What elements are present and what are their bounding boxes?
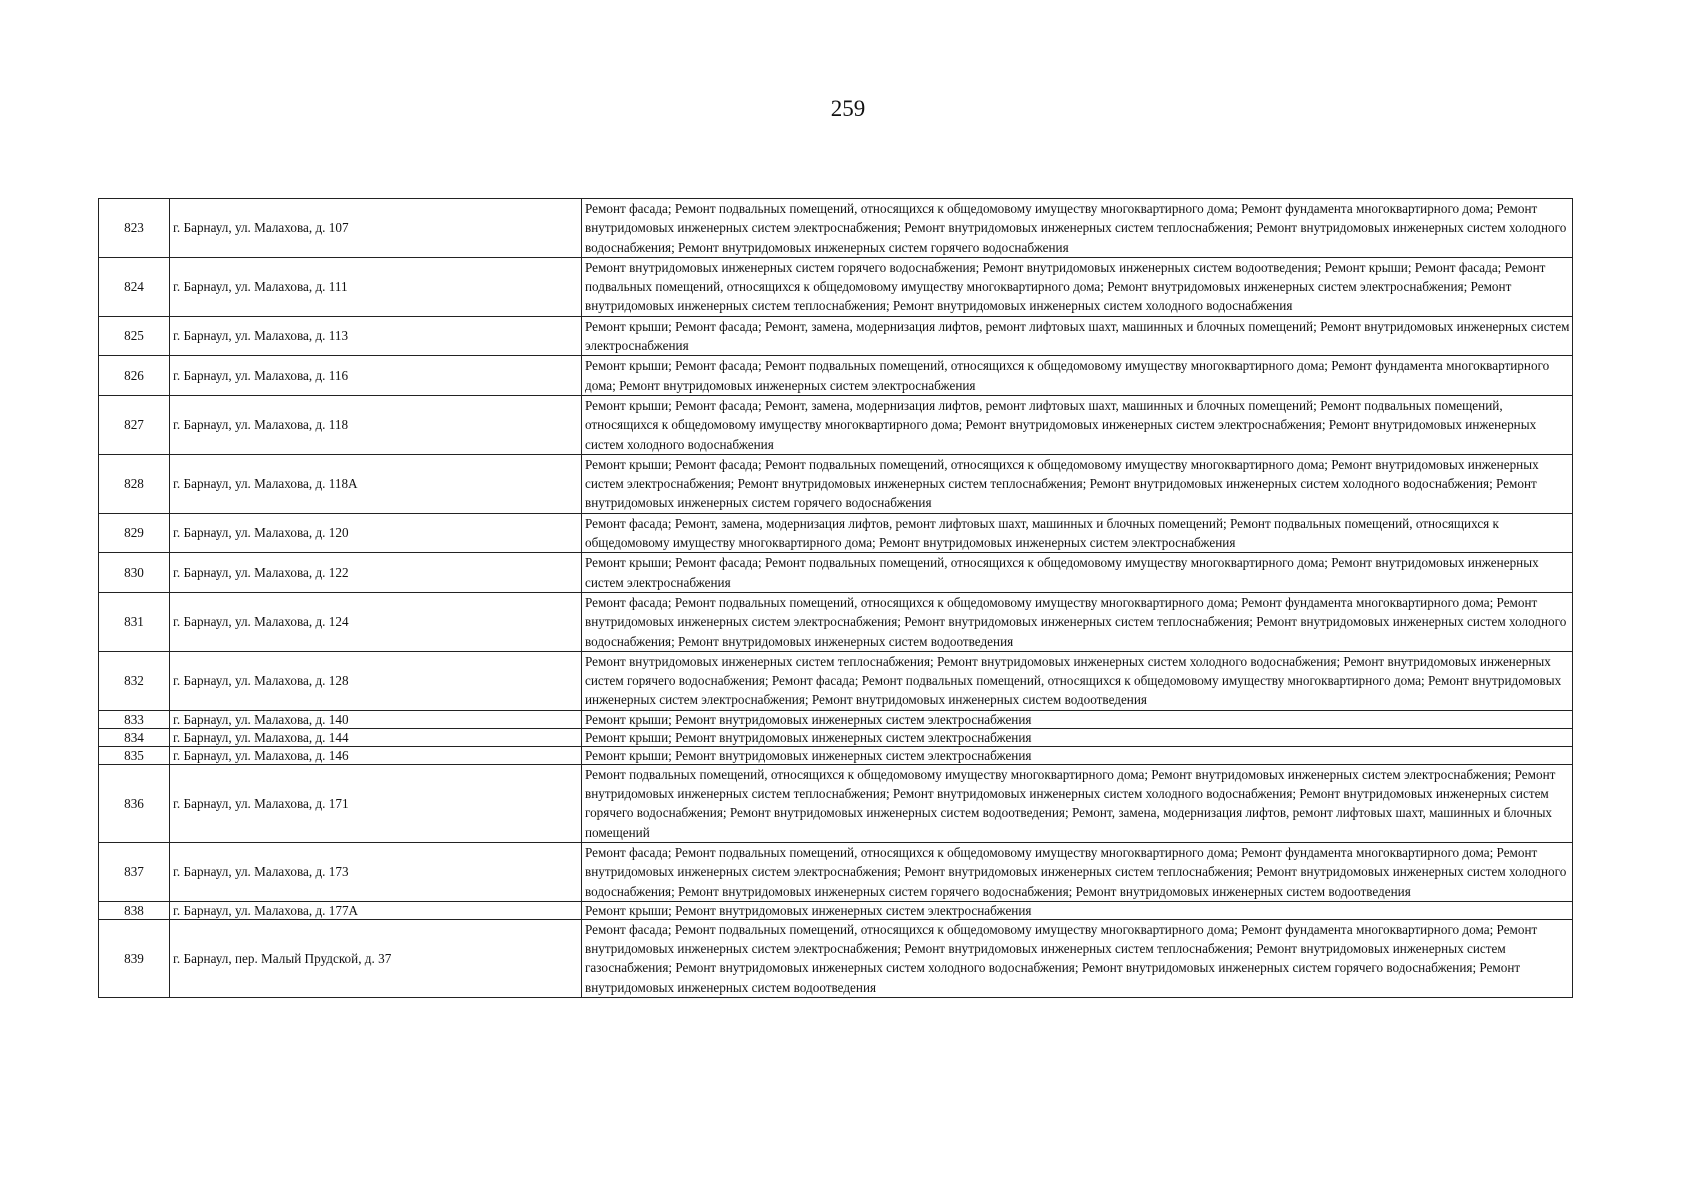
row-works: Ремонт фасада; Ремонт подвальных помещений, относящихся к общедомовому имуществу многоквартирного дома; Ремонт фундамента многоквартирного дома; Ремонт внутридомовых инженерных систем электроснабжения; Ремонт внутридомовых инженерных систем теплоснабжения; Ремонт внутридомовых инженерных систем холодного водоснабжения; Ремонт внутридомовых инженерных систем горячего водоснабжения — [582, 199, 1573, 258]
table-row — [99, 356, 1573, 396]
row-number: 838 — [99, 901, 170, 919]
repair-register-table — [98, 198, 1573, 998]
table-row — [99, 199, 1573, 258]
row-address: г. Барнаул, ул. Малахова, д. 122 — [170, 553, 582, 593]
row-address: г. Барнаул, ул. Малахова, д. 120 — [170, 513, 582, 553]
table-row — [99, 257, 1573, 316]
table-row — [99, 592, 1573, 651]
row-works: Ремонт крыши; Ремонт внутридомовых инженерных систем электроснабжения — [582, 728, 1573, 746]
row-address: г. Барнаул, ул. Малахова, д. 118А — [170, 454, 582, 513]
row-number: 823 — [99, 199, 170, 258]
table-row — [99, 395, 1573, 454]
row-number: 835 — [99, 746, 170, 764]
row-address: г. Барнаул, ул. Малахова, д. 146 — [170, 746, 582, 764]
table-body — [99, 199, 1573, 998]
row-address: г. Барнаул, ул. Малахова, д. 107 — [170, 199, 582, 258]
row-address: г. Барнаул, ул. Малахова, д. 124 — [170, 592, 582, 651]
table-row — [99, 710, 1573, 728]
row-address: г. Барнаул, ул. Малахова, д. 113 — [170, 316, 582, 356]
row-works: Ремонт фасада; Ремонт подвальных помещений, относящихся к общедомовому имуществу многоквартирного дома; Ремонт фундамента многоквартирного дома; Ремонт внутридомовых инженерных систем электроснабжения; Ремонт внутридомовых инженерных систем теплоснабжения; Ремонт внутридомовых инженерных систем холодного водоснабжения; Ремонт внутридомовых инженерных систем водоотведения — [582, 592, 1573, 651]
row-number: 832 — [99, 651, 170, 710]
row-number: 827 — [99, 395, 170, 454]
row-number: 837 — [99, 842, 170, 901]
row-number: 839 — [99, 919, 170, 997]
row-address: г. Барнаул, ул. Малахова, д. 140 — [170, 710, 582, 728]
row-works: Ремонт крыши; Ремонт фасада; Ремонт, замена, модернизация лифтов, ремонт лифтовых шахт, машинных и блочных помещений; Ремонт подвальных помещений, относящихся к общедомовому имуществу многоквартирного дома; Ремонт внутридомовых инженерных систем электроснабжения; Ремонт внутридомовых инженерных систем холодного водоснабжения — [582, 395, 1573, 454]
row-works: Ремонт крыши; Ремонт внутридомовых инженерных систем электроснабжения — [582, 901, 1573, 919]
row-address: г. Барнаул, ул. Малахова, д. 171 — [170, 764, 582, 842]
row-number: 833 — [99, 710, 170, 728]
page-number: 259 — [830, 96, 866, 121]
row-works: Ремонт крыши; Ремонт внутридомовых инженерных систем электроснабжения — [582, 710, 1573, 728]
row-works: Ремонт внутридомовых инженерных систем теплоснабжения; Ремонт внутридомовых инженерных систем холодного водоснабжения; Ремонт внутридомовых инженерных систем горячего водоснабжения; Ремонт фасада; Ремонт подвальных помещений, относящихся к общедомовому имуществу многоквартирного дома; Ремонт внутридомовых инженерных систем электроснабжения; Ремонт внутридомовых инженерных систем водоотведения — [582, 651, 1573, 710]
row-address: г. Барнаул, ул. Малахова, д. 111 — [170, 257, 582, 316]
row-works: Ремонт фасада; Ремонт, замена, модернизация лифтов, ремонт лифтовых шахт, машинных и блочных помещений; Ремонт подвальных помещений, относящихся к общедомовому имуществу многоквартирного дома; Ремонт внутридомовых инженерных систем электроснабжения — [582, 513, 1573, 553]
row-number: 826 — [99, 356, 170, 396]
table-row — [99, 454, 1573, 513]
table-row — [99, 513, 1573, 553]
row-address: г. Барнаул, ул. Малахова, д. 177А — [170, 901, 582, 919]
row-works: Ремонт крыши; Ремонт внутридомовых инженерных систем электроснабжения — [582, 746, 1573, 764]
table-row — [99, 764, 1573, 842]
table-row — [99, 919, 1573, 997]
table-row — [99, 553, 1573, 593]
row-works: Ремонт крыши; Ремонт фасада; Ремонт, замена, модернизация лифтов, ремонт лифтовых шахт, машинных и блочных помещений; Ремонт внутридомовых инженерных систем электроснабжения — [582, 316, 1573, 356]
row-number: 825 — [99, 316, 170, 356]
table-row — [99, 901, 1573, 919]
row-works: Ремонт крыши; Ремонт фасада; Ремонт подвальных помещений, относящихся к общедомовому имуществу многоквартирного дома; Ремонт внутридомовых инженерных систем электроснабжения; Ремонт внутридомовых инженерных систем теплоснабжения; Ремонт внутридомовых инженерных систем холодного водоснабжения; Ремонт внутридомовых инженерных систем горячего водоснабжения — [582, 454, 1573, 513]
row-address: г. Барнаул, ул. Малахова, д. 173 — [170, 842, 582, 901]
row-works: Ремонт фасада; Ремонт подвальных помещений, относящихся к общедомовому имуществу многоквартирного дома; Ремонт фундамента многоквартирного дома; Ремонт внутридомовых инженерных систем электроснабжения; Ремонт внутридомовых инженерных систем теплоснабжения; Ремонт внутридомовых инженерных систем газоснабжения; Ремонт внутридомовых инженерных систем холодного водоснабжения; Ремонт внутридомовых инженерных систем горячего водоснабжения; Ремонт внутридомовых инженерных систем водоотведения — [582, 919, 1573, 997]
row-number: 836 — [99, 764, 170, 842]
row-works: Ремонт крыши; Ремонт фасада; Ремонт подвальных помещений, относящихся к общедомовому имуществу многоквартирного дома; Ремонт фундамента многоквартирного дома; Ремонт внутридомовых инженерных систем электроснабжения — [582, 356, 1573, 396]
table-row — [99, 316, 1573, 356]
row-works: Ремонт фасада; Ремонт подвальных помещений, относящихся к общедомовому имуществу многоквартирного дома; Ремонт фундамента многоквартирного дома; Ремонт внутридомовых инженерных систем электроснабжения; Ремонт внутридомовых инженерных систем теплоснабжения; Ремонт внутридомовых инженерных систем холодного водоснабжения; Ремонт внутридомовых инженерных систем горячего водоснабжения; Ремонт внутридомовых инженерных систем водоотведения — [582, 842, 1573, 901]
row-address: г. Барнаул, ул. Малахова, д. 144 — [170, 728, 582, 746]
table-row — [99, 746, 1573, 764]
table-row — [99, 651, 1573, 710]
row-address: г. Барнаул, ул. Малахова, д. 118 — [170, 395, 582, 454]
row-number: 834 — [99, 728, 170, 746]
table-row — [99, 842, 1573, 901]
row-number: 830 — [99, 553, 170, 593]
row-number: 831 — [99, 592, 170, 651]
row-number: 829 — [99, 513, 170, 553]
row-address: г. Барнаул, ул. Малахова, д. 116 — [170, 356, 582, 396]
row-number: 824 — [99, 257, 170, 316]
row-works: Ремонт внутридомовых инженерных систем горячего водоснабжения; Ремонт внутридомовых инженерных систем водоотведения; Ремонт крыши; Ремонт фасада; Ремонт подвальных помещений, относящихся к общедомовому имуществу многоквартирного дома; Ремонт внутридомовых инженерных систем электроснабжения; Ремонт внутридомовых инженерных систем теплоснабжения; Ремонт внутридомовых инженерных систем холодного водоснабжения — [582, 257, 1573, 316]
table-row — [99, 728, 1573, 746]
row-works: Ремонт подвальных помещений, относящихся к общедомовому имуществу многоквартирного дома; Ремонт внутридомовых инженерных систем электроснабжения; Ремонт внутридомовых инженерных систем теплоснабжения; Ремонт внутридомовых инженерных систем холодного водоснабжения; Ремонт внутридомовых инженерных систем горячего водоснабжения; Ремонт внутридомовых инженерных систем водоотведения; Ремонт, замена, модернизация лифтов, ремонт лифтовых шахт, машинных и блочных помещений — [582, 764, 1573, 842]
row-number: 828 — [99, 454, 170, 513]
row-address: г. Барнаул, пер. Малый Прудской, д. 37 — [170, 919, 582, 997]
row-address: г. Барнаул, ул. Малахова, д. 128 — [170, 651, 582, 710]
row-works: Ремонт крыши; Ремонт фасада; Ремонт подвальных помещений, относящихся к общедомовому имуществу многоквартирного дома; Ремонт внутридомовых инженерных систем электроснабжения — [582, 553, 1573, 593]
